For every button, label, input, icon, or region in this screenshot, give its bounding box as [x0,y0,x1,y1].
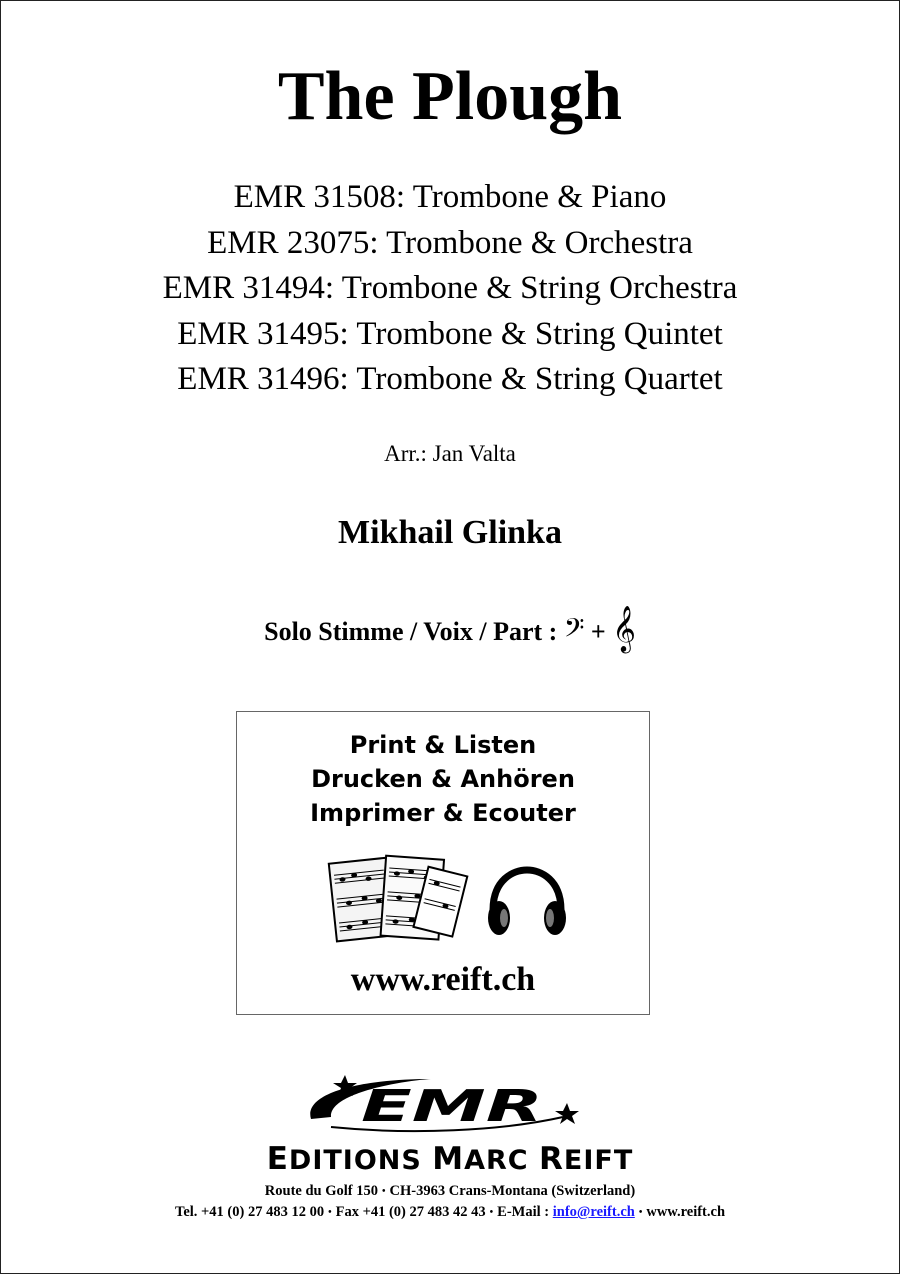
publisher-word: DITIONS [288,1145,422,1176]
edition-item: EMR 23075: Trombone & Orchestra [207,224,693,261]
address-street: Route du Golf 150 [264,1183,378,1199]
publisher-name [1,1141,899,1179]
publisher-word: EIFT [563,1145,634,1176]
separator: • [328,1207,332,1218]
treble-clef-icon: 𝄞 [612,606,636,652]
sheet-music-icon [329,856,468,942]
separator: • [638,1207,643,1218]
arranger-credit: Arr.: Jan Valta [384,441,516,466]
print-listen-box[interactable] [236,711,650,1015]
solo-part-label: Solo Stimme / Voix / Part : [264,617,558,646]
email-link[interactable]: info@reift.ch [552,1204,635,1220]
publisher-word: ARC [464,1145,529,1176]
edition-item: EMR 31495: Trombone & String Quintet [177,315,723,352]
edition-item: EMR 31496: Trombone & String Quartet [177,361,723,397]
headphones-icon [488,870,566,935]
solo-part-line [1,605,899,656]
publisher-address [1,1180,899,1203]
promo-line: Drucken & Anhören [311,765,575,793]
telephone: Tel. +41 (0) 27 483 12 00 [174,1204,325,1220]
page-title: The Plough [277,58,623,135]
email-label: E-Mail : [497,1204,550,1220]
website-link[interactable]: www.reift.ch [646,1204,726,1220]
publisher-initial: R [539,1141,564,1177]
plus-sign: + [590,617,606,646]
separator: • [382,1186,386,1197]
publisher-contact [1,1201,899,1224]
logo-text: EMR [361,1081,543,1132]
edition-list [1,175,899,403]
publisher-initial: M [432,1141,465,1177]
promo-text [237,728,649,830]
edition-item: EMR 31508: Trombone & Piano [233,179,667,215]
promo-line: Imprimer & Ecouter [310,799,576,827]
promo-illustration [327,852,567,952]
publisher-initial: E [266,1141,289,1177]
promo-line: Print & Listen [349,731,537,759]
emr-logo [301,1071,601,1141]
separator: • [489,1207,494,1218]
edition-item: EMR 31494: Trombone & String Orchestra [162,270,738,306]
fax: Fax +41 (0) 27 483 42 43 [335,1204,486,1220]
bass-clef-icon: 𝄢 [563,612,585,650]
promo-website-link[interactable]: www.reift.ch [350,961,536,998]
composer-name: Mikhail Glinka [338,514,562,551]
address-city: CH-3963 Crans-Montana (Switzerland) [389,1183,636,1199]
